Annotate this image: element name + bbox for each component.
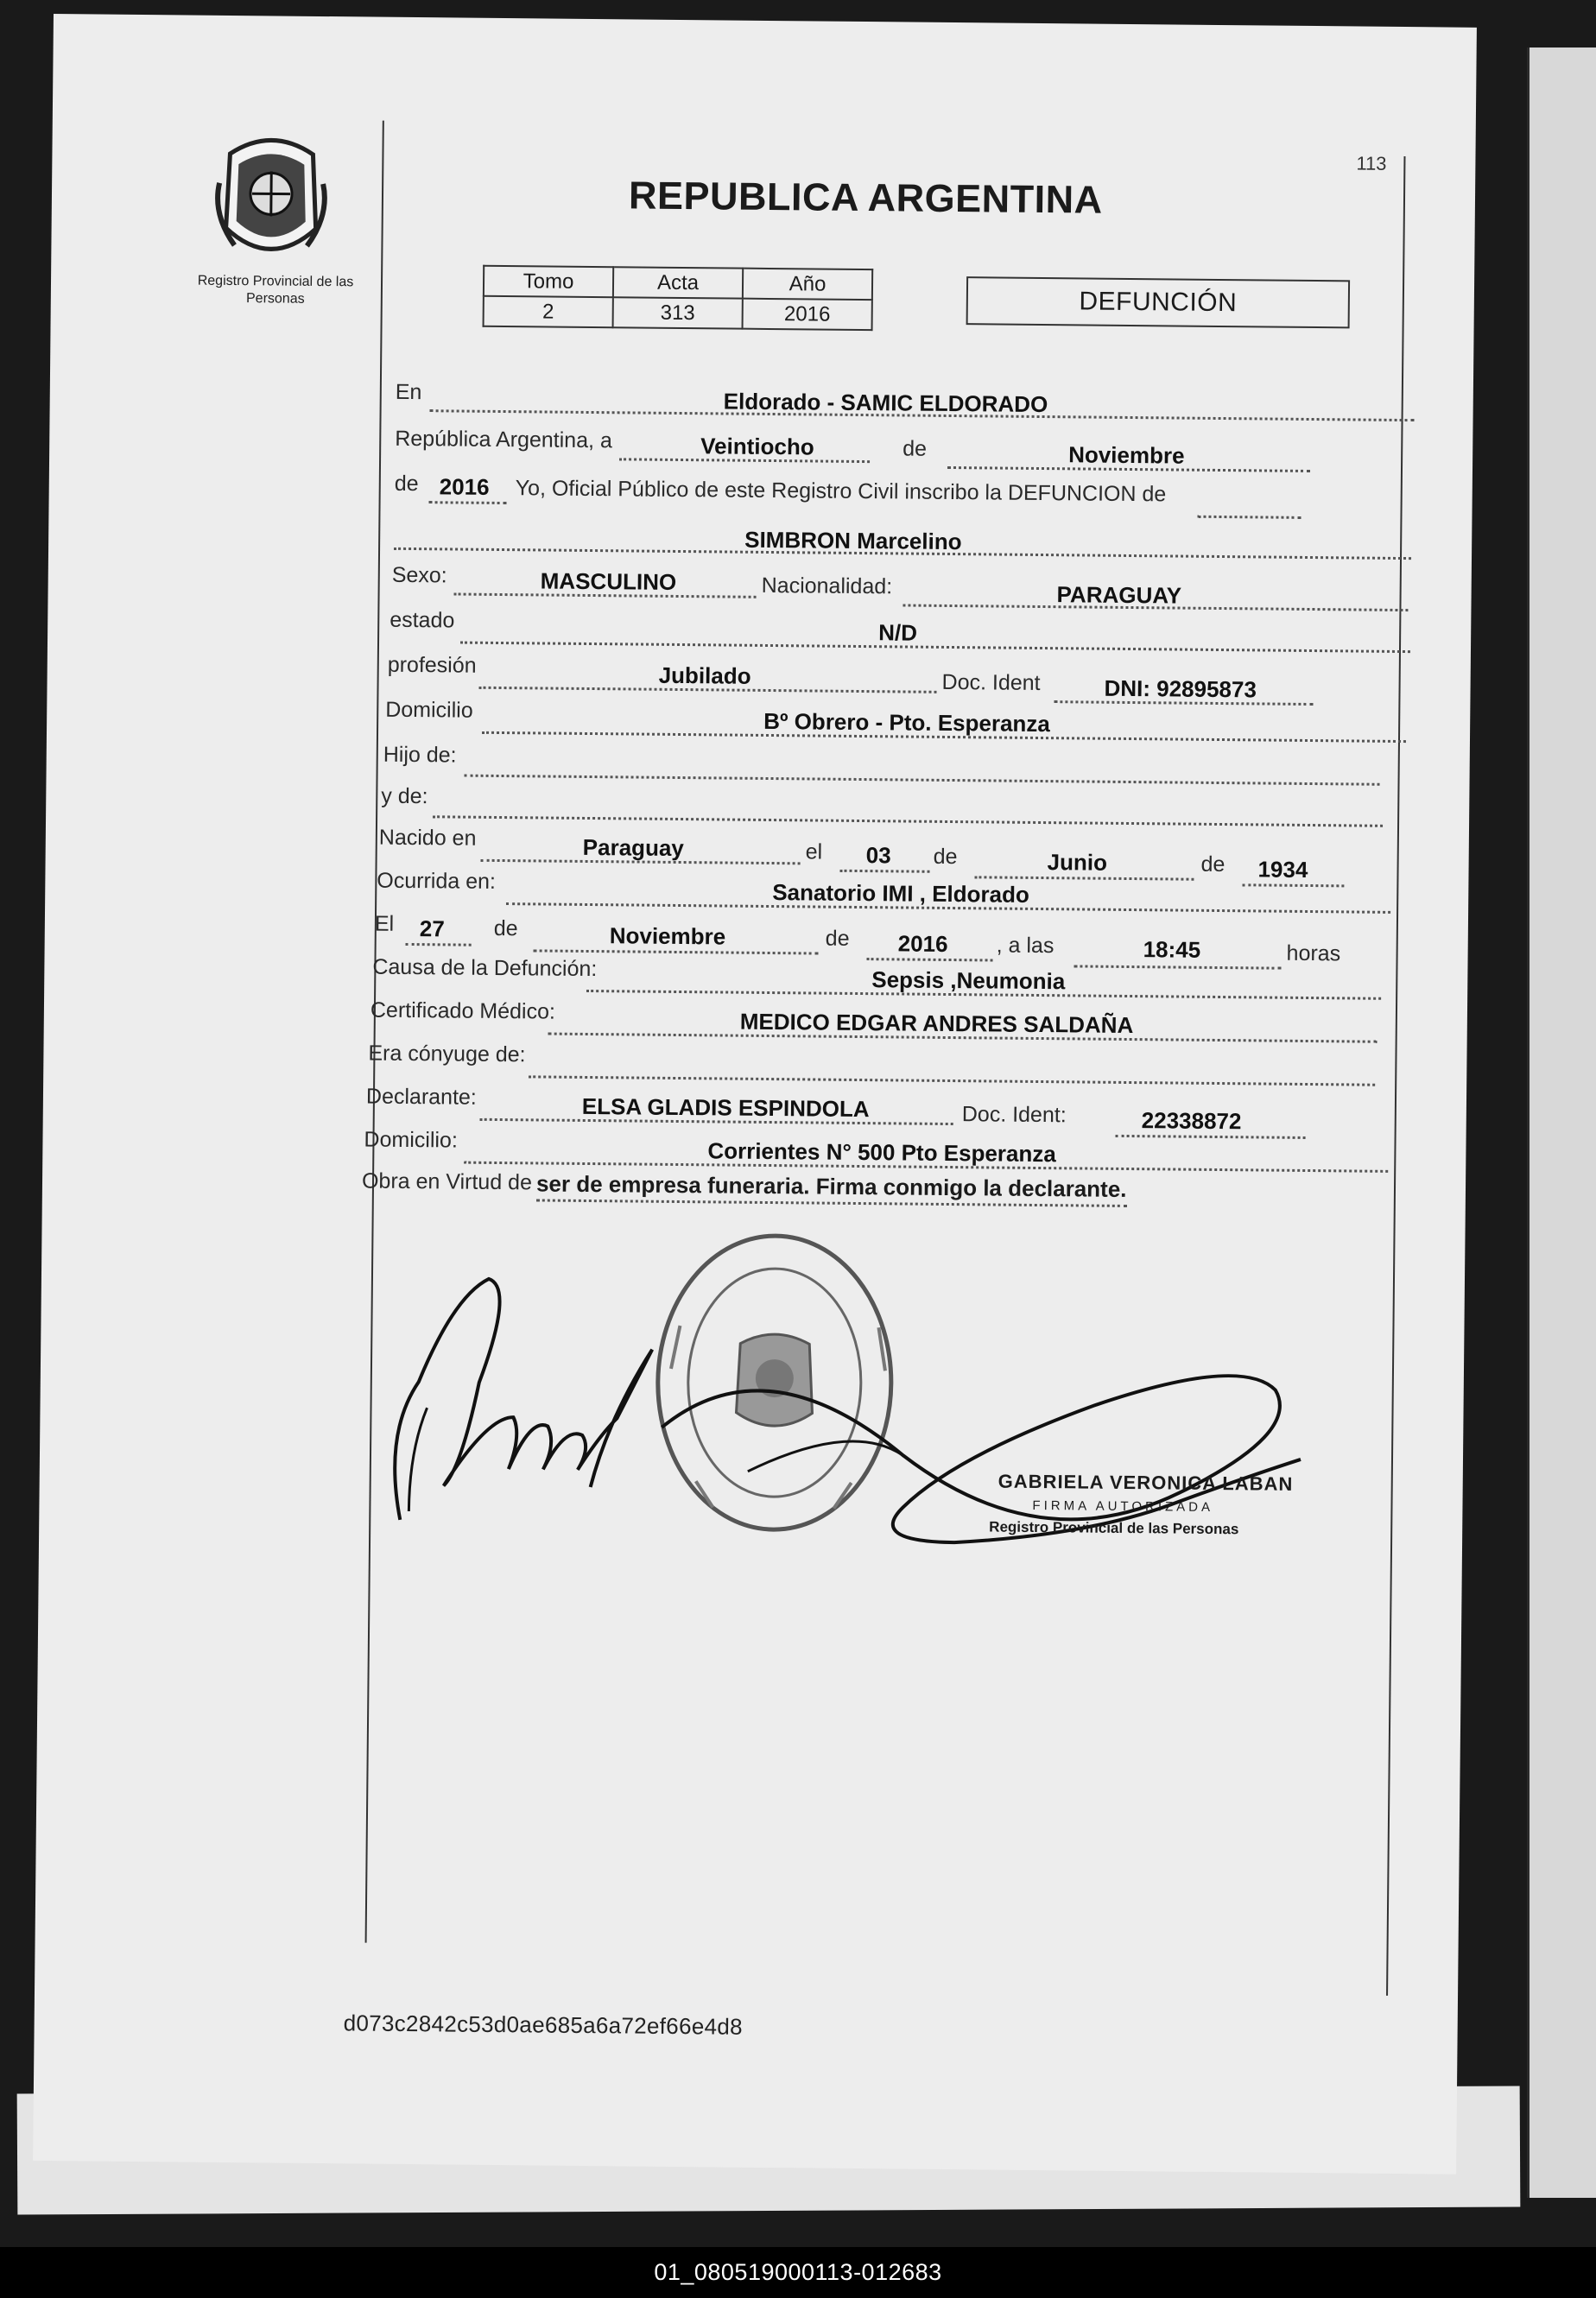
signer-role: FIRMA AUTORIZADA [1032,1497,1214,1515]
birth-de-1: de [933,844,958,870]
death-de-1: de [493,915,518,941]
birth-day: 03 [865,842,891,869]
birth-month: Junio [1047,849,1108,876]
declarante-value: ELSA GLADIS ESPINDOLA [581,1092,870,1123]
nacido-label: Nacido en [378,825,477,851]
alas-label: , a las [996,933,1054,959]
obra-value: ser de empresa funeraria. Firma conmigo la declarante. [536,1170,1127,1207]
en-label: En [395,379,422,405]
oficial-text: Yo, Oficial Público de este Registro Civil inscribo la DEFUNCION de [515,476,1167,507]
logo-caption: Registro Provincial de las Personas [197,273,354,307]
registry-value-acta: 313 [613,297,743,328]
declarante-label: Declarante: [365,1084,477,1110]
estado-value: N/D [878,619,918,646]
death-day: 27 [419,915,445,942]
sexo-value: MASCULINO [540,567,677,595]
death-month-line [534,949,819,954]
domicilio-value: Bº Obrero - Pto. Esperanza [763,707,1050,738]
nacionalidad-label: Nacionalidad: [761,573,893,599]
left-margin-line [365,121,384,1943]
death-year: 2016 [897,930,948,957]
nacionalidad-value: PARAGUAY [1056,581,1182,609]
deceased-name: SIMBRON Marcelino [744,526,962,555]
declarant-signature-icon [383,1261,662,1540]
estado-label: estado [390,607,455,633]
doc2-label: Doc. Ident: [961,1102,1067,1128]
year-prefix: de [394,471,419,497]
right-margin-line [1386,156,1405,1996]
causa-value: Sepsis ,Neumonia [871,966,1066,995]
record-type-box: DEFUNCIÓN [966,276,1351,328]
causa-label: Causa de la Defunción: [372,954,598,982]
certificado-label: Certificado Médico: [370,997,556,1024]
page-title: REPUBLICA ARGENTINA [628,173,1103,222]
doc-label: Doc. Ident [941,669,1041,696]
hijo-label: Hijo de: [383,742,457,768]
footer-file-code: 01_080519000113-012683 [0,2247,1596,2298]
death-de-2: de [825,926,850,951]
hijo-line [465,775,1380,786]
domicilio-label: Domicilio [385,697,473,723]
oficial-line [1197,516,1301,519]
death-day-line [406,943,472,946]
obra-label: Obra en Virtud de [361,1168,533,1195]
domicilio2-value: Corrientes N° 500 Pto Esperanza [707,1137,1056,1168]
doc2-value: 22338872 [1141,1107,1242,1135]
registry-table [483,265,874,331]
registry-value-tomo: 2 [484,296,613,327]
certificate-page [33,14,1477,2175]
birth-de-2: de [1200,851,1226,877]
conyuge-label: Era cónyuge de: [368,1041,526,1067]
registry-header-acta: Acta [613,267,743,298]
profesion-label: profesión [387,652,477,678]
year-line [429,501,507,504]
nacido-value: Paraguay [582,833,684,862]
birth-year: 1934 [1257,856,1308,883]
domicilio2-label: Domicilio: [364,1127,458,1153]
page-number: 113 [1356,152,1387,174]
el2-label: El [374,911,395,936]
registry-value-ano: 2016 [743,299,872,330]
el-label: el [805,839,823,864]
day-text: Veintiocho [700,433,814,460]
yde-line [433,815,1383,827]
republica-label: República Argentina, a [395,426,612,453]
death-time-line [1074,965,1281,969]
ocurrida-label: Ocurrida en: [377,868,497,894]
birth-day-line [840,870,930,873]
en-value: Eldorado - SAMIC ELDORADO [723,388,1048,418]
death-month: Noviembre [609,922,726,950]
document-hash: d073c2842c53d0ae685a6a72ef66e4d8 [343,2010,743,2040]
yde-label: y de: [381,783,428,809]
birth-year-line [1242,883,1344,887]
profesion-value: Jubilado [658,662,751,689]
ocurrida-value: Sanatorio IMI , Eldorado [772,879,1029,908]
province-seal-icon [213,131,328,267]
estado-line [460,642,1410,654]
registry-header-ano: Año [743,269,872,300]
horas-label: horas [1286,940,1341,966]
conyuge-line [529,1075,1375,1086]
death-time: 18:45 [1143,936,1201,963]
year-value: 2016 [439,473,490,500]
birth-month-line [974,876,1194,880]
adjacent-page [1527,47,1596,2198]
doc2-line [1116,1135,1306,1139]
doc-value: DNI: 92895873 [1104,674,1257,703]
death-year-line [867,958,993,961]
certificado-value: MEDICO EDGAR ANDRES SALDAÑA [739,1008,1134,1039]
registry-header-tomo: Tomo [484,266,613,297]
month-text: Noviembre [1068,441,1185,469]
signer-name: GABRIELA VERONICA LABAN [998,1470,1294,1495]
sexo-label: Sexo: [391,562,447,588]
signer-office: Registro Provincial de las Personas [989,1518,1239,1538]
de-label-1: de [902,436,928,461]
